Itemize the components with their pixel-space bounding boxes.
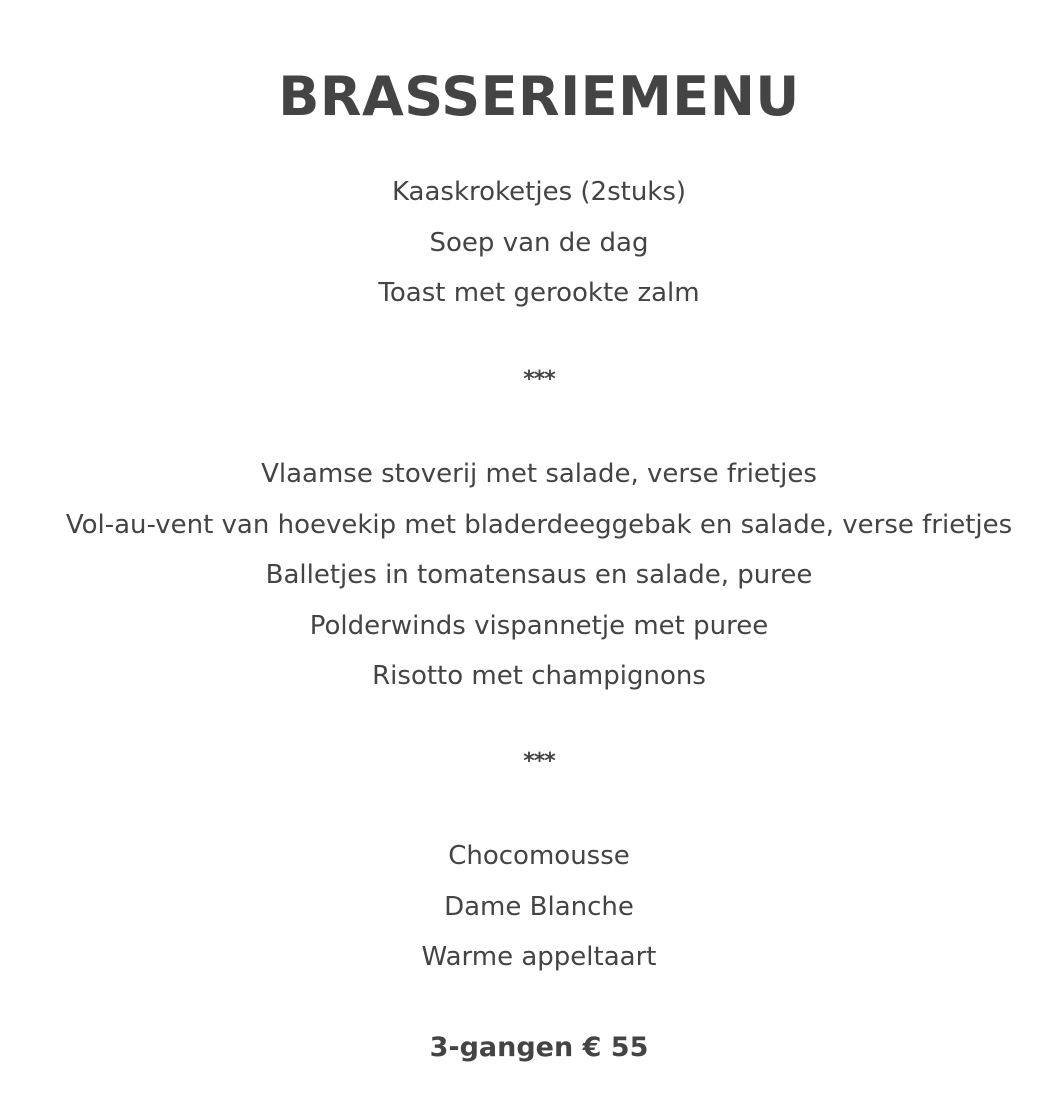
menu-price: 3-gangen € 55	[429, 1032, 649, 1063]
main-item: Vol-au-vent van hoevekip met bladerdeeggebak en salade, verse frietjes	[65, 509, 1013, 540]
starters-list	[0, 167, 1062, 319]
separator: ***	[523, 367, 555, 392]
starter-item: Toast met gerookte zalm	[378, 278, 700, 308]
main-item: Risotto met champignons	[372, 661, 706, 691]
dessert-item: Warme appeltaart	[421, 942, 657, 972]
dessert-item: Chocomousse	[448, 841, 630, 871]
separator: ***	[523, 749, 555, 774]
dessert-item: Dame Blanche	[444, 891, 634, 922]
starter-item: Kaaskroketjes (2stuks)	[391, 177, 687, 207]
main-item: Vlaamse stoverij met salade, verse frietjes	[261, 459, 817, 489]
mains-list	[0, 449, 1062, 702]
menu-title: BRASSERIEMENU	[278, 65, 800, 128]
desserts-list	[0, 831, 1062, 983]
starter-item: Soep van de dag	[429, 227, 649, 258]
main-item: Balletjes in tomatensaus en salade, puree	[265, 560, 813, 590]
main-item: Polderwinds vispannetje met puree	[309, 610, 769, 641]
